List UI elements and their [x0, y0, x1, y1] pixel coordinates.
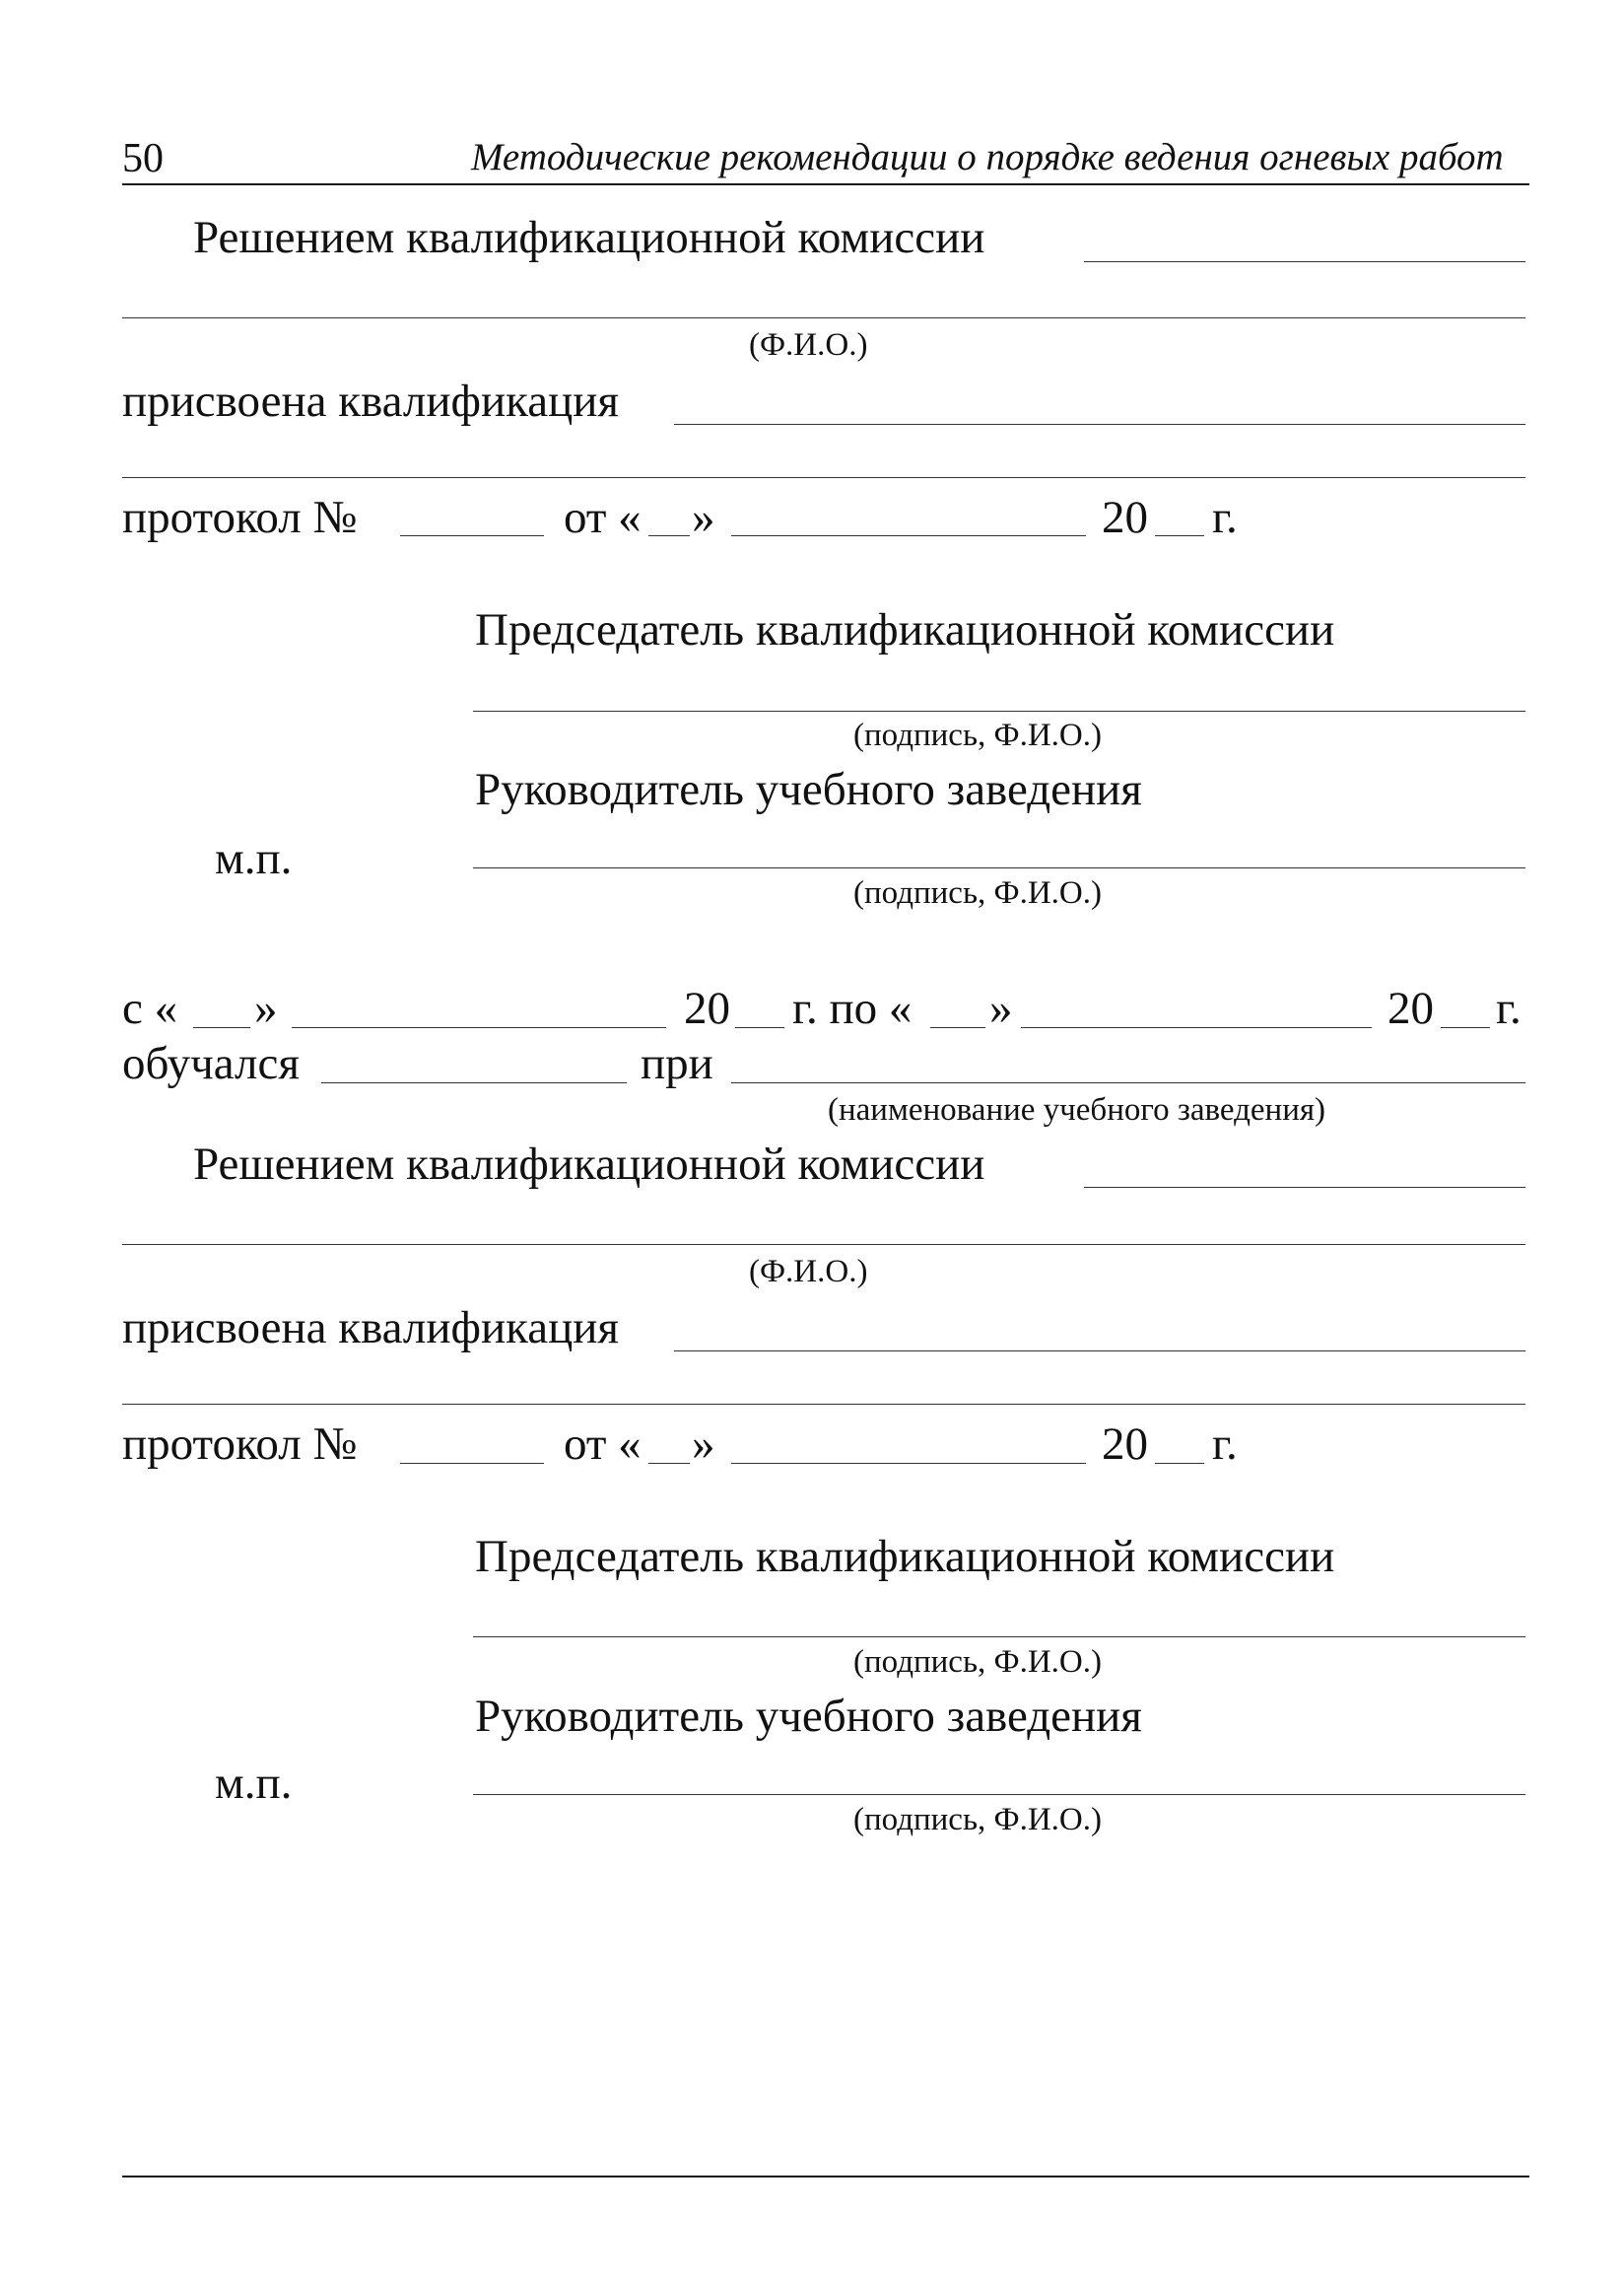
qualification-line-full[interactable] [122, 1404, 1525, 1405]
header-rule [122, 183, 1529, 185]
assigned-text: присвоена квалификация [122, 376, 620, 427]
period-end-month-line[interactable] [1021, 1027, 1372, 1028]
qualification-line[interactable] [674, 1350, 1525, 1351]
head-title: Руководитель учебного заведения [475, 764, 1142, 815]
protocol-label: протокол № [122, 492, 358, 543]
qualification-line[interactable] [674, 424, 1525, 425]
fio-line-full[interactable] [122, 1244, 1525, 1245]
year-prefix: 20 [1102, 1418, 1148, 1470]
stamp-label: м.п. [215, 1758, 293, 1809]
protocol-month-line[interactable] [731, 535, 1086, 536]
studied-name-line[interactable] [321, 1082, 627, 1083]
period-start-year-line[interactable] [735, 1027, 784, 1028]
period-start-day-line[interactable] [193, 1027, 250, 1028]
protocol-number-line[interactable] [400, 1463, 544, 1464]
head-title: Руководитель учебного заведения [475, 1691, 1142, 1742]
fio-caption: (Ф.И.О.) [749, 327, 868, 363]
head-signature-line[interactable] [473, 867, 1525, 868]
protocol-year-line[interactable] [1155, 535, 1204, 536]
chairman-signature-line[interactable] [473, 711, 1525, 712]
period-from-open: с « [122, 983, 178, 1034]
at-label: при [641, 1038, 713, 1089]
fio-line-short[interactable] [1084, 261, 1525, 262]
fio-caption: (Ф.И.О.) [749, 1254, 868, 1289]
chairman-title: Председатель квалификационной комиссии [475, 1531, 1335, 1582]
quote-close: » [254, 983, 278, 1034]
period-start-month-line[interactable] [292, 1027, 666, 1028]
quote-close: » [989, 983, 1013, 1034]
institution-line[interactable] [731, 1082, 1525, 1083]
stamp-label: м.п. [215, 833, 293, 884]
from-label: от « [564, 1418, 642, 1470]
footer-rule [122, 2176, 1529, 2177]
protocol-number-line[interactable] [400, 535, 544, 536]
page-number: 50 [122, 136, 164, 181]
year-prefix: 20 [1387, 983, 1434, 1034]
protocol-label: протокол № [122, 1418, 358, 1470]
quote-close: » [692, 1418, 715, 1470]
protocol-month-line[interactable] [731, 1463, 1086, 1464]
decision-text: Решением квалификационной комиссии [193, 212, 985, 263]
signature-caption: (подпись, Ф.И.О.) [853, 875, 1102, 911]
protocol-day-line[interactable] [648, 535, 690, 536]
protocol-year-line[interactable] [1155, 1463, 1204, 1464]
period-end-year-line[interactable] [1441, 1027, 1490, 1028]
head-signature-line[interactable] [473, 1794, 1525, 1795]
fio-line-full[interactable] [122, 317, 1525, 318]
running-title: Методические рекомендации о порядке ведения огневых работ [471, 136, 1504, 178]
year-suffix: г. [1212, 1418, 1238, 1470]
qualification-line-full[interactable] [122, 477, 1525, 478]
signature-caption: (подпись, Ф.И.О.) [853, 1644, 1102, 1680]
period-end-day-line[interactable] [930, 1027, 985, 1028]
signature-caption: (подпись, Ф.И.О.) [853, 1802, 1102, 1837]
year-suffix: г. [1212, 492, 1238, 543]
year-prefix: 20 [1102, 492, 1148, 543]
year-prefix: 20 [684, 983, 730, 1034]
studied-label: обучался [122, 1038, 300, 1089]
from-label: от « [564, 492, 642, 543]
quote-close: » [692, 492, 715, 543]
year-suffix: г. [1496, 983, 1522, 1034]
chairman-signature-line[interactable] [473, 1636, 1525, 1637]
protocol-day-line[interactable] [648, 1463, 690, 1464]
fio-line-short[interactable] [1084, 1187, 1525, 1188]
signature-caption: (подпись, Ф.И.О.) [853, 718, 1102, 753]
institution-caption: (наименование учебного заведения) [828, 1092, 1326, 1128]
chairman-title: Председатель квалификационной комиссии [475, 604, 1335, 656]
decision-text: Решением квалификационной комиссии [193, 1139, 985, 1190]
period-to-text: г. по « [792, 983, 913, 1034]
assigned-text: присвоена квалификация [122, 1302, 620, 1353]
